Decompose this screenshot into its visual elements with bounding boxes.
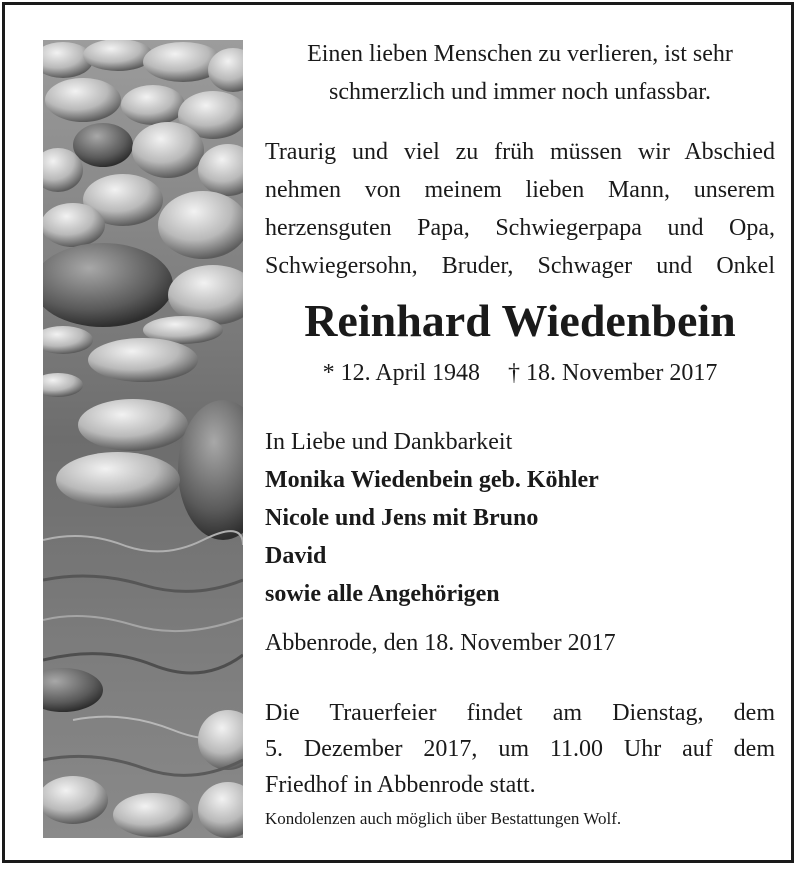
mourners-block: [265, 423, 775, 613]
mourners-intro: In Liebe und Dankbarkeit: [265, 429, 513, 455]
condolence-note: Kondolenzen auch möglich über Bestattungen Wolf.: [265, 809, 622, 828]
deceased-name: Reinhard Wiedenbein: [304, 295, 736, 346]
mourner-name: sowie alle Angehörigen: [265, 581, 500, 607]
message-line: Traurig und viel zu früh müssen wir Abschied: [265, 139, 775, 165]
birth-date: * 12. April 1948: [322, 360, 481, 386]
service-line: Friedhof in Abbenrode statt.: [265, 772, 536, 798]
mourner-name: Nicole und Jens mit Bruno: [265, 505, 539, 531]
mourner-name: Monika Wiedenbein geb. Köhler: [265, 467, 599, 493]
intro-line: Einen lieben Menschen zu verlieren, ist sehr: [307, 41, 733, 67]
message-line: nehmen von meinem lieben Mann, unserem: [265, 177, 775, 203]
mourner-name: David: [265, 543, 327, 569]
life-dates: [265, 355, 775, 391]
intro-quote: [265, 35, 775, 111]
service-line: Die Trauerfeier findet am Dienstag, dem: [265, 700, 775, 726]
service-line: 5. Dezember 2017, um 11.00 Uhr auf dem: [265, 736, 775, 762]
intro-line: schmerzlich und immer noch unfassbar.: [329, 79, 711, 105]
message-line: herzensguten Papa, Schwiegerpapa und Opa,: [265, 215, 775, 241]
place-and-date: Abbenrode, den 18. November 2017: [265, 630, 616, 656]
river-stones-image: [43, 40, 243, 838]
death-date: † 18. November 2017: [508, 360, 718, 386]
message-line: Schwiegersohn, Bruder, Schwager und Onkel: [265, 253, 775, 279]
funeral-service-info: [265, 695, 775, 803]
obituary-frame: [2, 2, 794, 863]
farewell-message: [265, 133, 775, 285]
